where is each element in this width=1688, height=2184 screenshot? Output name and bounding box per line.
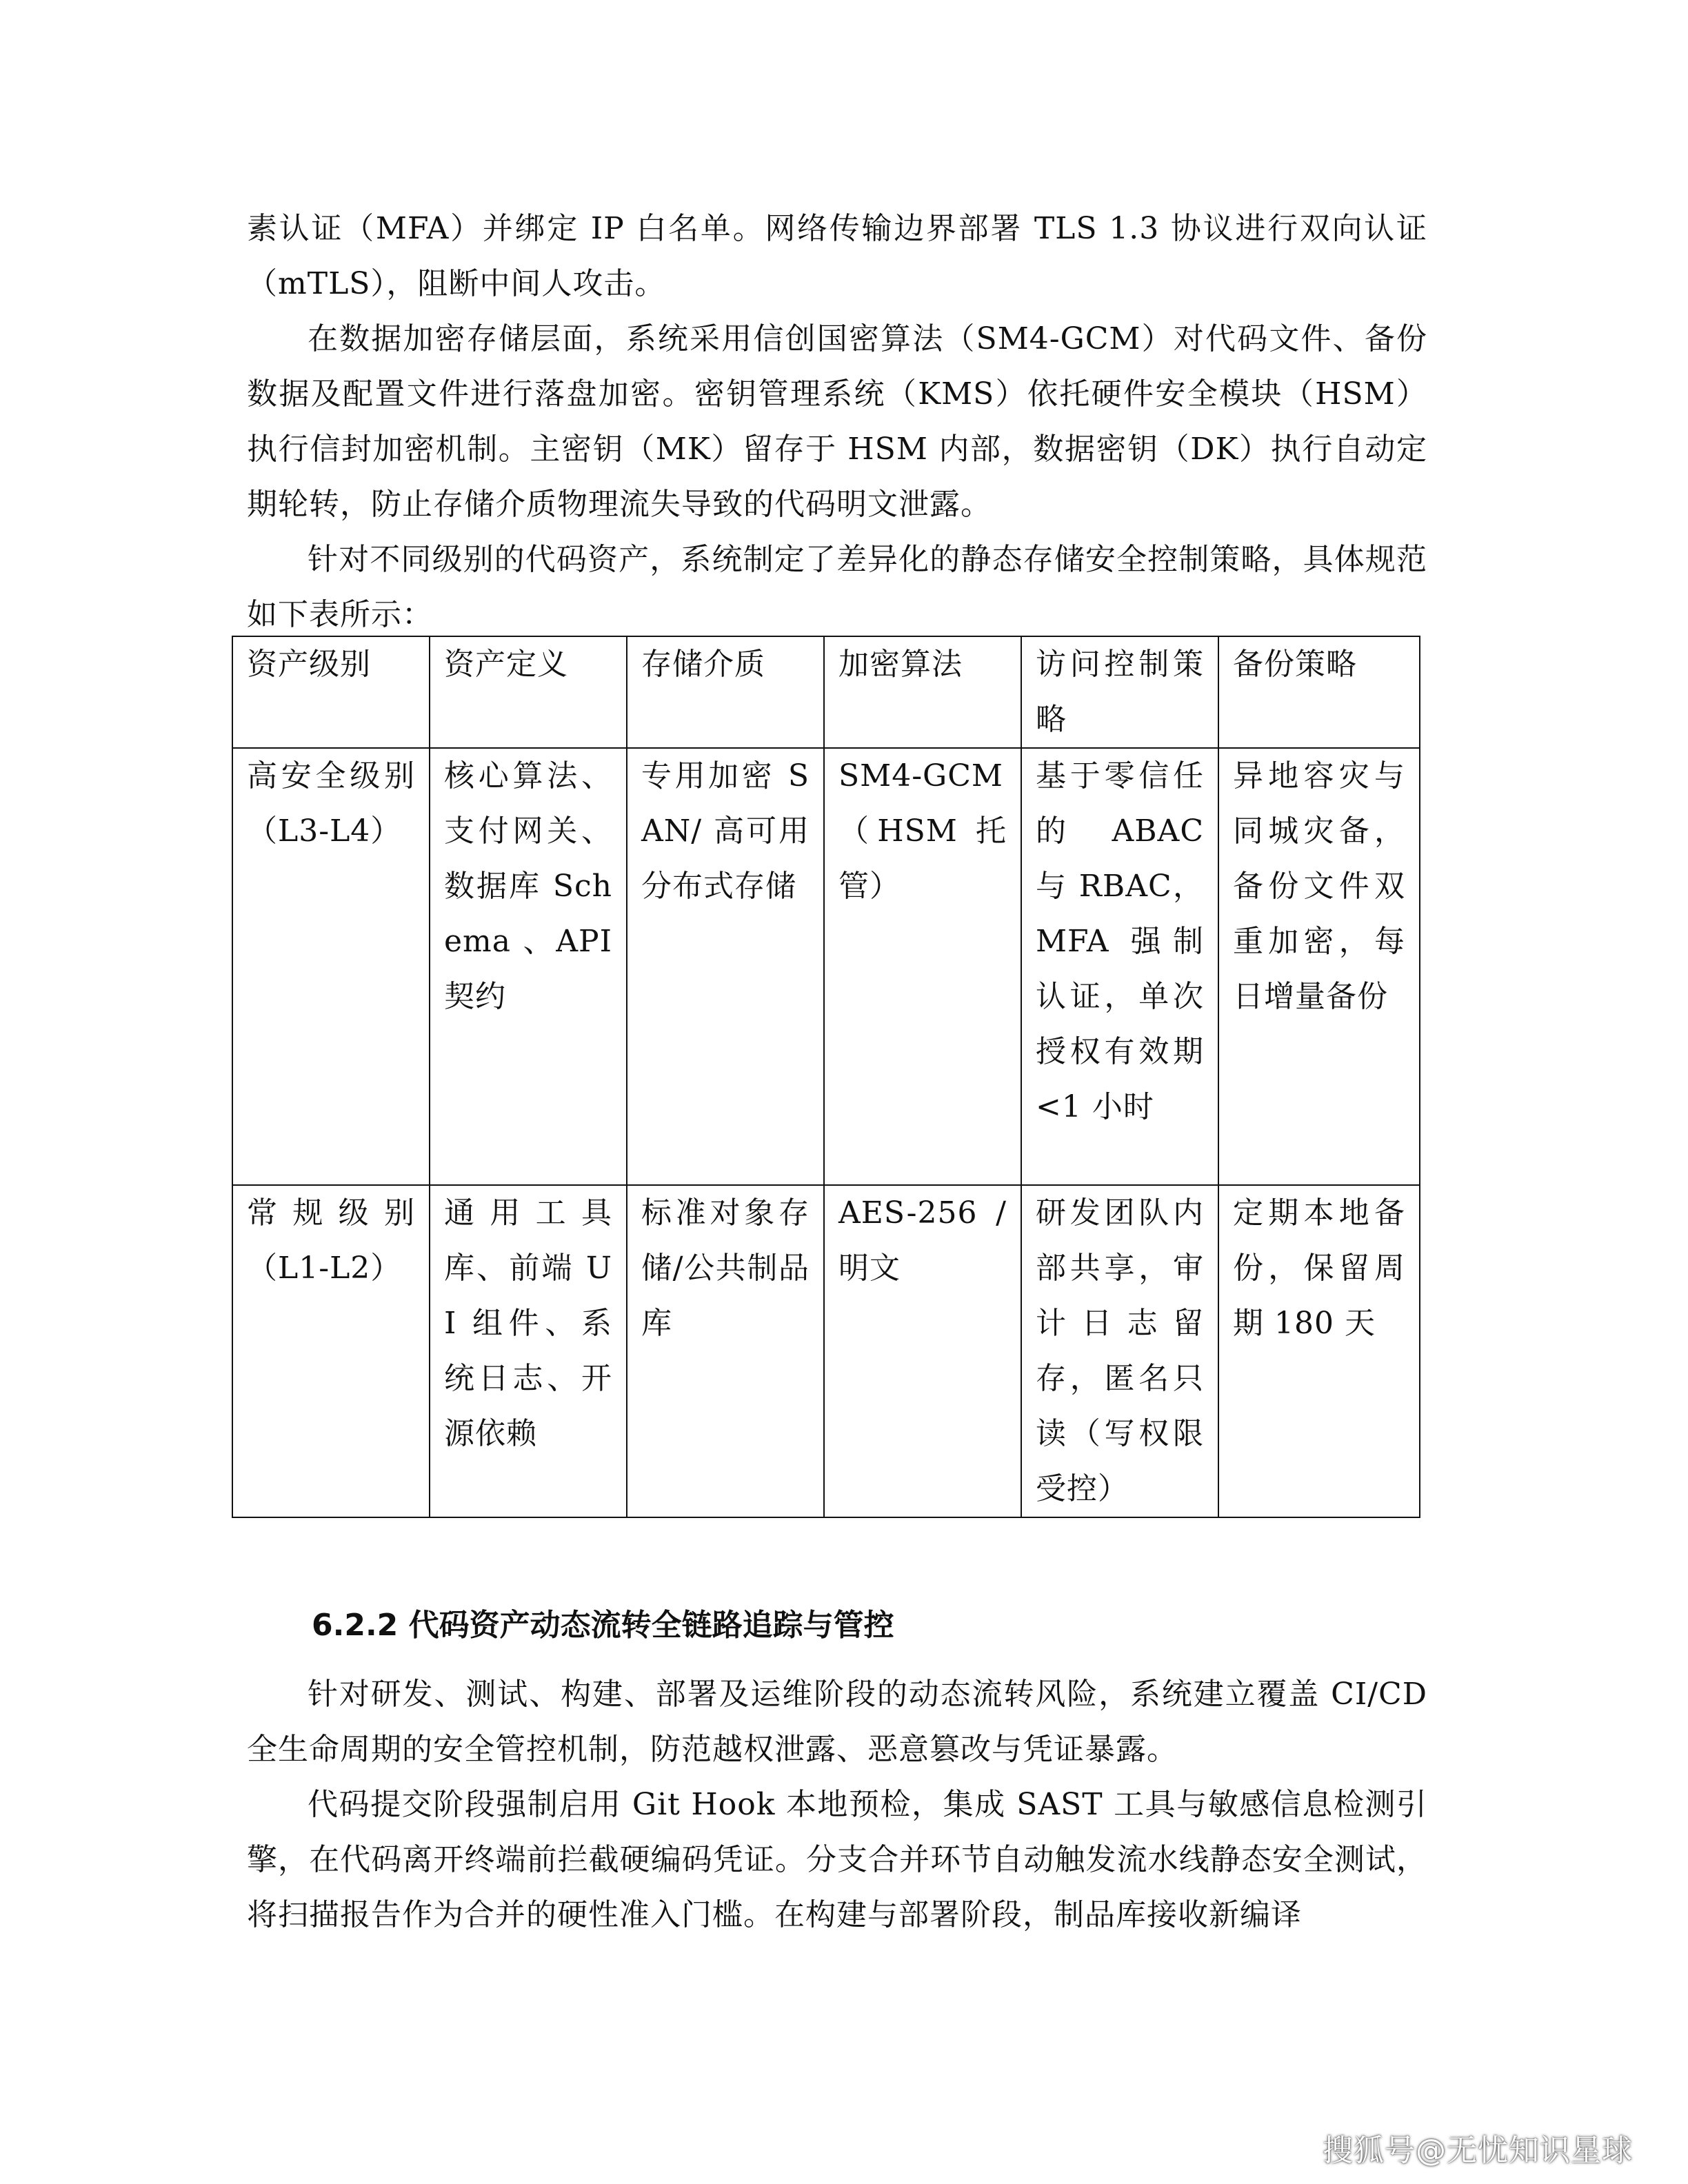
cell-access-control: 基于零信任的 ABAC 与 RBAC， MFA 强制认证，单次授权有效期<1 小时 [1021,748,1218,1185]
cell-asset-definition: 核心算法、支付网关、数据库 Schema 、API 契约 [430,748,627,1185]
watermark: 搜狐号@无忧知识星球 [1323,2133,1633,2168]
table-row [232,1185,1420,1517]
cell-backup-strategy: 定期本地备份，保留周期 180 天 [1218,1185,1420,1517]
cell-asset-level: 常规级别（L1-L2） [232,1185,430,1517]
section-heading: 6.2.2 代码资产动态流转全链路追踪与管控 [312,1608,894,1643]
paragraph-code-commit: 代码提交阶段强制启用 Git Hook 本地预检，集成 SAST 工具与敏感信息检测引擎，在代码离开终端前拦截硬编码凭证。分支合并环节自动触发流水线静态安全测试，将扫描报告作为合并的硬性准入门槛。在构建与部署阶段，制品库接收新编译 [247,1787,1427,1932]
paragraph-cicd-risk: 针对研发、测试、构建、部署及运维阶段的动态流转风险，系统建立覆盖 CI/CD 全生命周期的安全管控机制，防范越权泄露、恶意篡改与凭证暴露。 [247,1677,1427,1767]
header-access-control: 访问控制策略 [1021,636,1218,748]
paragraph-encryption-storage: 在数据加密存储层面，系统采用信创国密算法（SM4-GCM）对代码文件、备份数据及配置文件进行落盘加密。密钥管理系统（KMS）依托硬件安全模块（HSM）执行信封加密机制。主密钥（MK）留存于 HSM 内部，数据密钥（DK）执行自动定期轮转，防止存储介质物理流失导致的代码明文泄露。 [247,321,1427,522]
cell-encryption-algorithm: AES-256 / 明文 [824,1185,1021,1517]
cell-storage-medium: 标准对象存储/公共制品库 [627,1185,824,1517]
cell-asset-definition: 通用工具库、前端 UI 组件、系统日志、开源依赖 [430,1185,627,1517]
header-asset-definition: 资产定义 [430,636,627,748]
table-header-row [232,636,1420,748]
header-storage-medium: 存储介质 [627,636,824,748]
paragraph-table-intro: 针对不同级别的代码资产，系统制定了差异化的静态存储安全控制策略，具体规范如下表所示： [247,542,1427,632]
header-backup-strategy: 备份策略 [1218,636,1420,748]
header-asset-level: 资产级别 [232,636,430,748]
header-encryption-algorithm: 加密算法 [824,636,1021,748]
paragraph-mfa-tls: 素认证（MFA）并绑定 IP 白名单。网络传输边界部署 TLS 1.3 协议进行双向认证（mTLS），阻断中间人攻击。 [247,211,1427,301]
storage-policy-table [232,636,1420,1518]
table-row [232,748,1420,1185]
cell-asset-level: 高安全级别（L3-L4） [232,748,430,1185]
cell-access-control: 研发团队内部共享，审计日志留存，匿名只读（写权限受控） [1021,1185,1218,1517]
cell-backup-strategy: 异地容灾与同城灾备，备份文件双重加密，每日增量备份 [1218,748,1420,1185]
cell-encryption-algorithm: SM4-GCM （HSM 托管） [824,748,1021,1185]
cell-storage-medium: 专用加密 SAN/ 高可用分布式存储 [627,748,824,1185]
